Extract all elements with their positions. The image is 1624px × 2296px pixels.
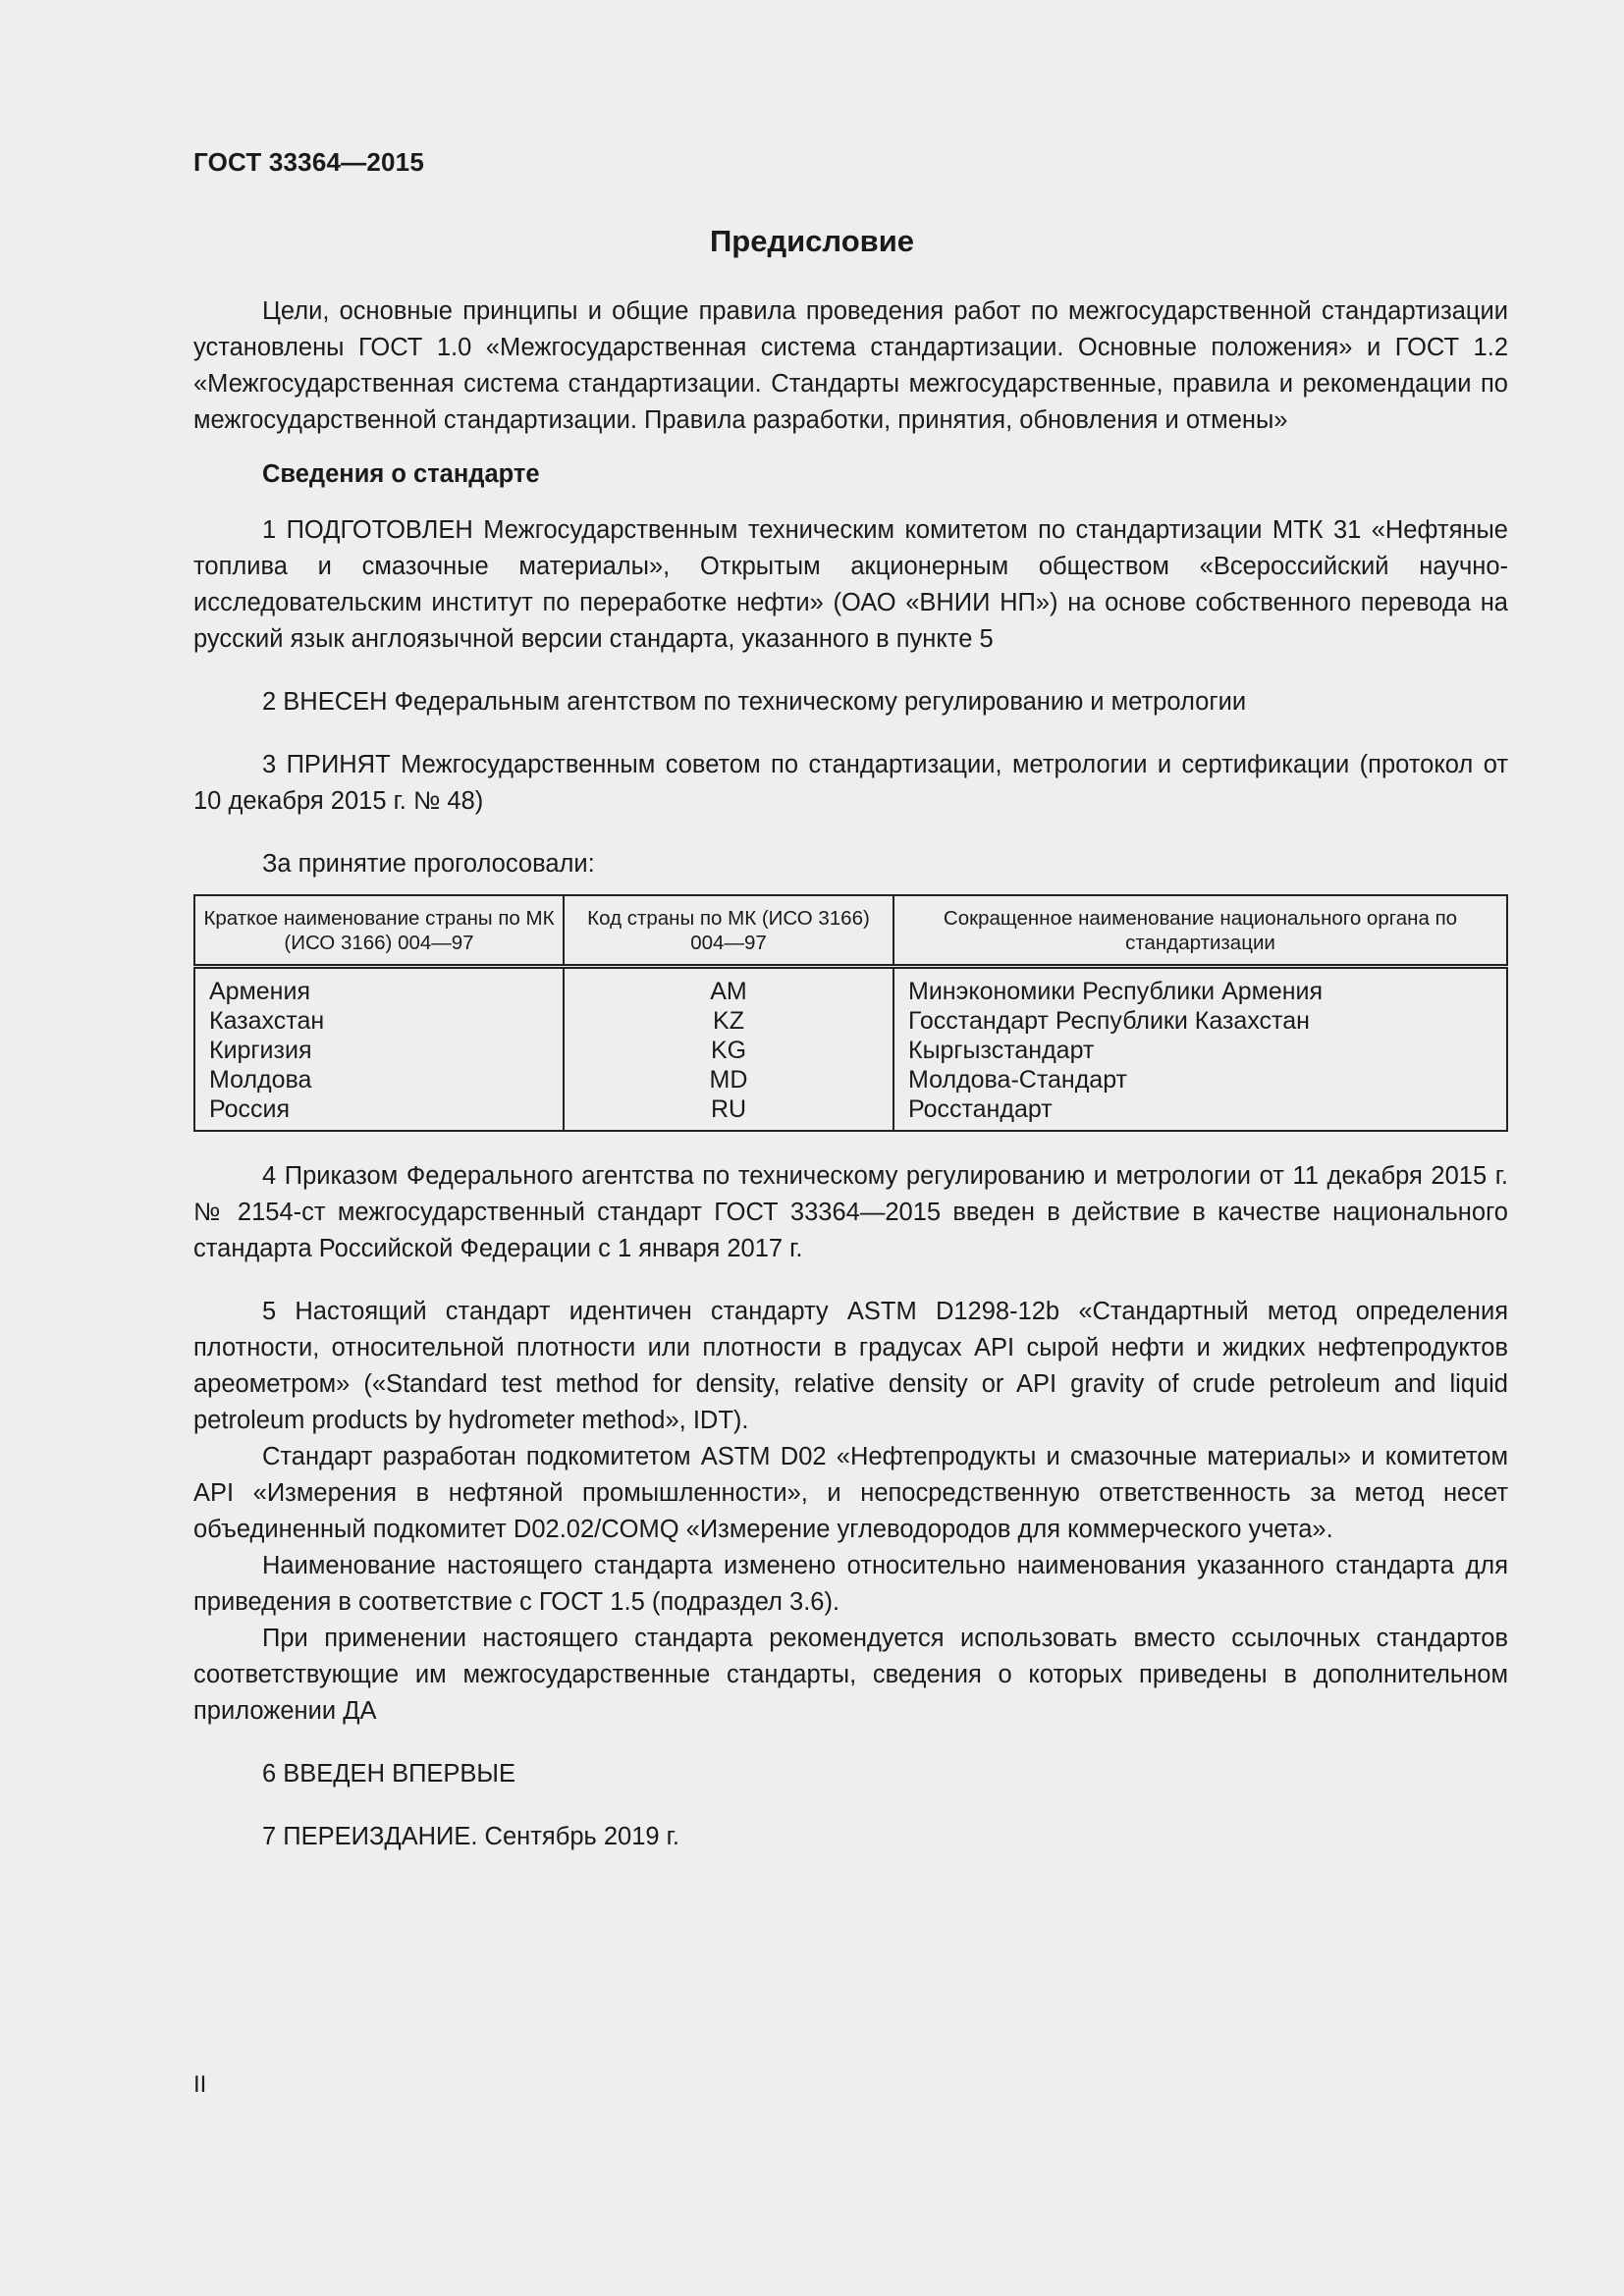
section-title: Сведения о стандарте (262, 460, 540, 488)
country-name: Россия (194, 1095, 564, 1131)
country-code: RU (564, 1095, 893, 1131)
table-row (194, 1095, 1507, 1131)
intro-paragraph: Цели, основные принципы и общие правила проведения работ по межгосударственной стандартизации установлены ГОСТ 1.0 «Межгосударственная система стандартизации. Основные положения» и ГОСТ 1.2 «Межгосударственная система стандартизации. Стандарты межгосударственные, правила и рекомендации по межгосударственной стандартизации. Правила разработки, принятия, обновления и отмены» (193, 297, 1508, 434)
table-row (194, 1036, 1507, 1065)
document-id-header: ГОСТ 33364—2015 (193, 147, 424, 177)
header-country-code: Код страны по МК (ИСО 3166) 004—97 (564, 895, 893, 967)
page-number: II (193, 2071, 207, 2098)
country-name: Казахстан (194, 1006, 564, 1036)
voting-countries-table (193, 894, 1508, 1132)
item-5-references: При применении настоящего стандарта рекомендуется использовать вместо ссылочных стандартов соответствующие им межгосударственные стандарты, сведения о которых приведены в дополнительном приложении ДА (193, 1625, 1508, 1725)
item-6-first-introduced: 6 ВВЕДЕН ВПЕРВЫЕ (262, 1760, 516, 1788)
national-body: Кыргызстандарт (893, 1036, 1507, 1065)
page-title: Предисловие (709, 224, 914, 258)
country-name: Киргизия (194, 1036, 564, 1065)
national-body: Минэкономики Республики Армения (893, 967, 1507, 1007)
table-header-row (194, 895, 1507, 967)
header-national-body: Сокращенное наименование национального органа по стандартизации (893, 895, 1507, 967)
item-5-identical: 5 Настоящий стандарт идентичен стандарту ASTM D1298-12b «Стандартный метод определения плотности, относительной плотности или плотности в градусах API сырой нефти и жидких нефтепродуктов ареометром» («Standard test method for density, relative density or API gravity of crude petroleum and liquid petroleum products by hydrometer method», IDT). (193, 1298, 1508, 1434)
country-name: Молдова (194, 1065, 564, 1095)
item-4-order: 4 Приказом Федерального агентства по техническому регулированию и метрологии от 11 декабря 2015 г. № 2154-ст межгосударственный стандарт ГОСТ 33364—2015 введен в действие в качестве национального стандарта Российской Федерации с 1 января 2017 г. (193, 1162, 1508, 1262)
country-name: Армения (194, 967, 564, 1007)
country-code: KZ (564, 1006, 893, 1036)
item-5-developed-by: Стандарт разработан подкомитетом ASTM D02 «Нефтепродукты и смазочные материалы» и комитетом API «Измерения в нефтяной промышленности», и непосредственную ответственность за метод несет объединенный подкомитет D02.02/COMQ «Измерение углеводородов для коммерческого учета». (193, 1443, 1508, 1543)
document-body (193, 294, 1508, 1855)
national-body: Росстандарт (893, 1095, 1507, 1131)
item-2-introduced: 2 ВНЕСЕН Федеральным агентством по техническому регулированию и метрологии (262, 688, 1247, 716)
country-code: AM (564, 967, 893, 1007)
item-1-prepared: 1 ПОДГОТОВЛЕН Межгосударственным техническим комитетом по стандартизации МТК 31 «Нефтяные топлива и смазочные материалы», Открытым акционерным обществом «Всероссийский научно-исследовательским институт по переработке нефти» (ОАО «ВНИИ НП») на основе собственного перевода на русский язык англоязычной версии стандарта, указанного в пункте 5 (193, 516, 1508, 653)
national-body: Молдова-Стандарт (893, 1065, 1507, 1095)
table-row (194, 1006, 1507, 1036)
table-row (194, 967, 1507, 1007)
country-code: KG (564, 1036, 893, 1065)
table-row (194, 1065, 1507, 1095)
item-5-name-changed: Наименование настоящего стандарта изменено относительно наименования указанного стандарта для приведения в соответствие с ГОСТ 1.5 (подраздел 3.6). (193, 1552, 1508, 1616)
vote-intro: За принятие проголосовали: (262, 850, 595, 878)
country-code: MD (564, 1065, 893, 1095)
item-7-reissue: 7 ПЕРЕИЗДАНИЕ. Сентябрь 2019 г. (262, 1823, 679, 1850)
header-country-name: Краткое наименование страны по МК (ИСО 3166) 004—97 (194, 895, 564, 967)
item-3-adopted: 3 ПРИНЯТ Межгосударственным советом по стандартизации, метрологии и сертификации (протокол от 10 декабря 2015 г. № 48) (193, 751, 1508, 815)
national-body: Госстандарт Республики Казахстан (893, 1006, 1507, 1036)
